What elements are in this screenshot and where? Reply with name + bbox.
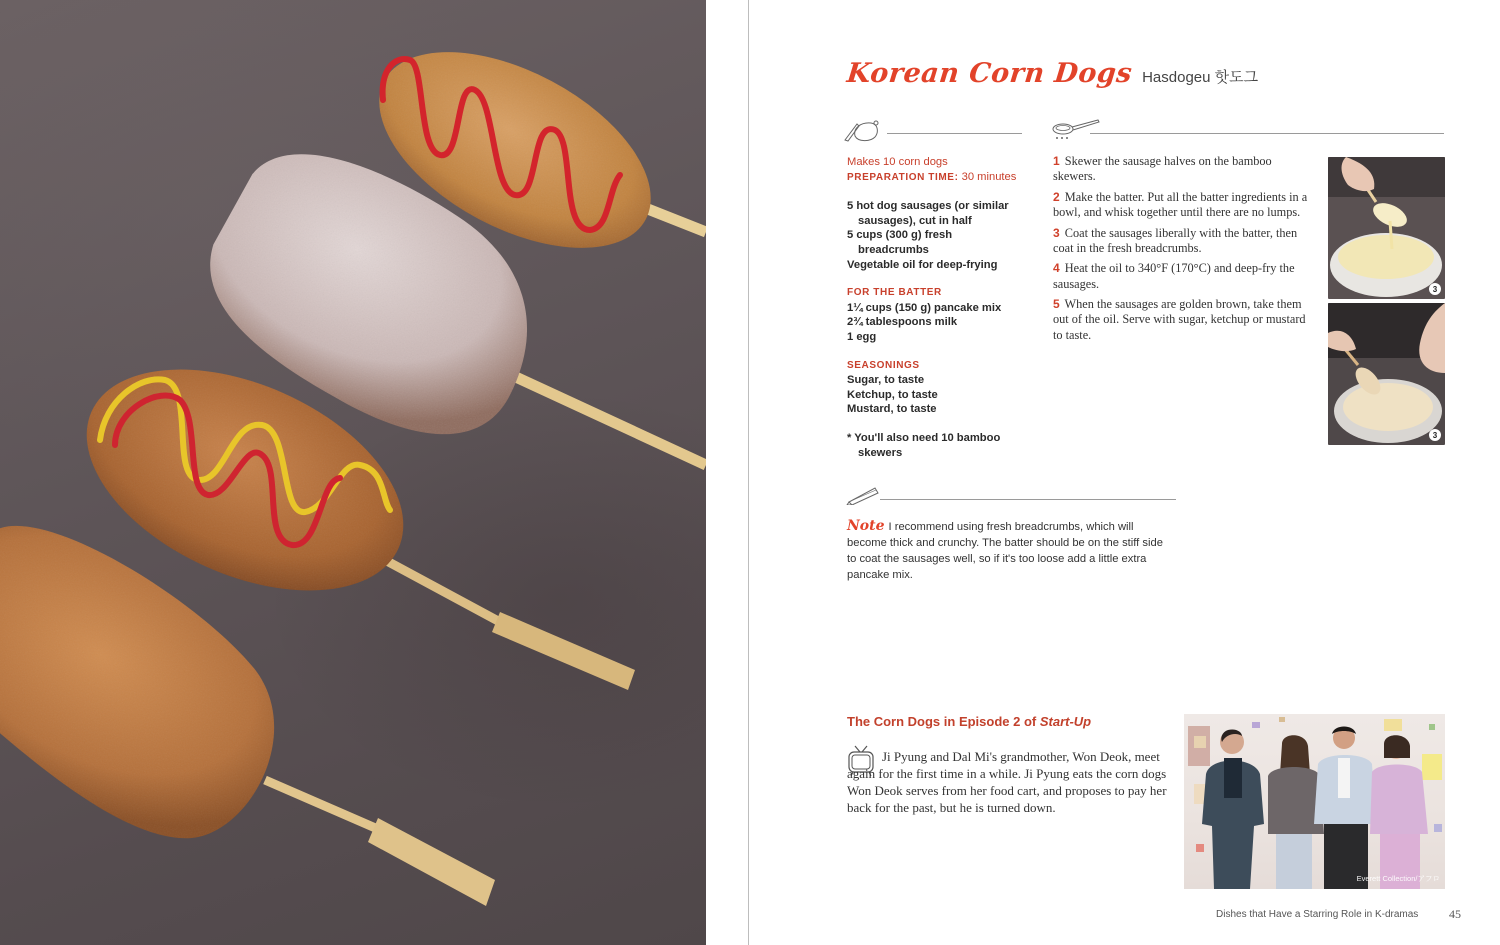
steps-divider [1090, 133, 1444, 134]
ingredient: Mustard, to taste [847, 403, 937, 416]
start-up-cast-photo [1184, 714, 1445, 889]
ingredients-divider [887, 133, 1022, 134]
ingredient: 1 egg [847, 330, 877, 343]
yield: Makes 10 corn dogs [847, 156, 948, 168]
step-photo-breadcrumbs [1328, 303, 1445, 445]
seasonings-heading: SEASONINGS [847, 359, 920, 371]
ingredient: 1¼ cups (150 g) pancake mix [847, 301, 1002, 314]
step-5: 5 When the sausages are golden brown, take them out of the oil. Serve with sugar, ketchup or mustard to taste. [1053, 297, 1306, 342]
recipe-korean-name: Hasdogeu 핫도그 [1142, 69, 1259, 86]
steps-list [1053, 154, 1315, 348]
step-badge: 3 [1429, 283, 1441, 295]
step-photo-batter [1328, 157, 1445, 299]
ingredient-cont: breadcrumbs [858, 243, 929, 256]
running-footer: Dishes that Have a Starring Role in K-dramas [1216, 909, 1419, 920]
step-4: 4 Heat the oil to 340°F (170°C) and deep-fry the sausages. [1053, 261, 1295, 291]
ingredient: 2¾ tablespoons milk [847, 316, 958, 329]
step-badge: 3 [1429, 429, 1441, 441]
recipe-title-row [847, 58, 1258, 89]
pencil-icon [845, 485, 881, 505]
knife-bowl-icon [843, 118, 883, 144]
scene-description: Ji Pyung and Dal Mi's grandmother, Won Deok, meet again for the first time in a while. Ji Pyung eats the corn dogs Won Deok serves from her food cart, and proposes to pay her back for the past, but he is turned down. [847, 749, 1167, 815]
scene-title: The Corn Dogs in Episode 2 of Start-Up [847, 714, 1092, 729]
ingredient: Ketchup, to taste [847, 388, 938, 401]
photo-credit: Everett Collection/アフロ [1356, 874, 1440, 883]
recipe-title: Korean Corn Dogs [845, 58, 1134, 89]
footnote-cont: skewers [858, 446, 903, 459]
ingredient: 5 cups (300 g) fresh [847, 229, 953, 242]
page-gutter-divider [748, 0, 749, 945]
footnote: * You'll also need 10 bamboo [847, 431, 1001, 444]
page-number: 45 [1449, 907, 1461, 921]
step-3: 3 Coat the sausages liberally with the batter, then coat in the fresh breadcrumbs. [1053, 225, 1298, 255]
ingredient: Sugar, to taste [847, 374, 925, 387]
note-label: Note [847, 518, 885, 534]
step-2: 2 Make the batter. Put all the batter ingredients in a bowl, and whisk together until there are no lumps. [1053, 189, 1308, 219]
ingredient: Vegetable oil for deep-frying [847, 258, 998, 271]
corn-dogs-photo [0, 0, 706, 945]
frying-pan-icon [1051, 118, 1103, 142]
ingredient-cont: sausages), cut in half [858, 214, 972, 227]
prep-time: PREPARATION TIME: 30 minutes [847, 170, 1017, 183]
note-text: I recommend using fresh breadcrumbs, which will become thick and crunchy. The batter should be on the stiff side to coat the sausages well, so if it's too loose add a little extra pancake mix. [847, 521, 1163, 581]
recipe-note [847, 518, 1167, 583]
ingredient: 5 hot dog sausages (or similar [847, 200, 1009, 213]
note-divider [880, 499, 1176, 500]
batter-heading: FOR THE BATTER [847, 287, 942, 299]
step-1: 1 Skewer the sausage halves on the bamboo skewers. [1053, 154, 1272, 184]
ingredients-column [847, 155, 1037, 460]
